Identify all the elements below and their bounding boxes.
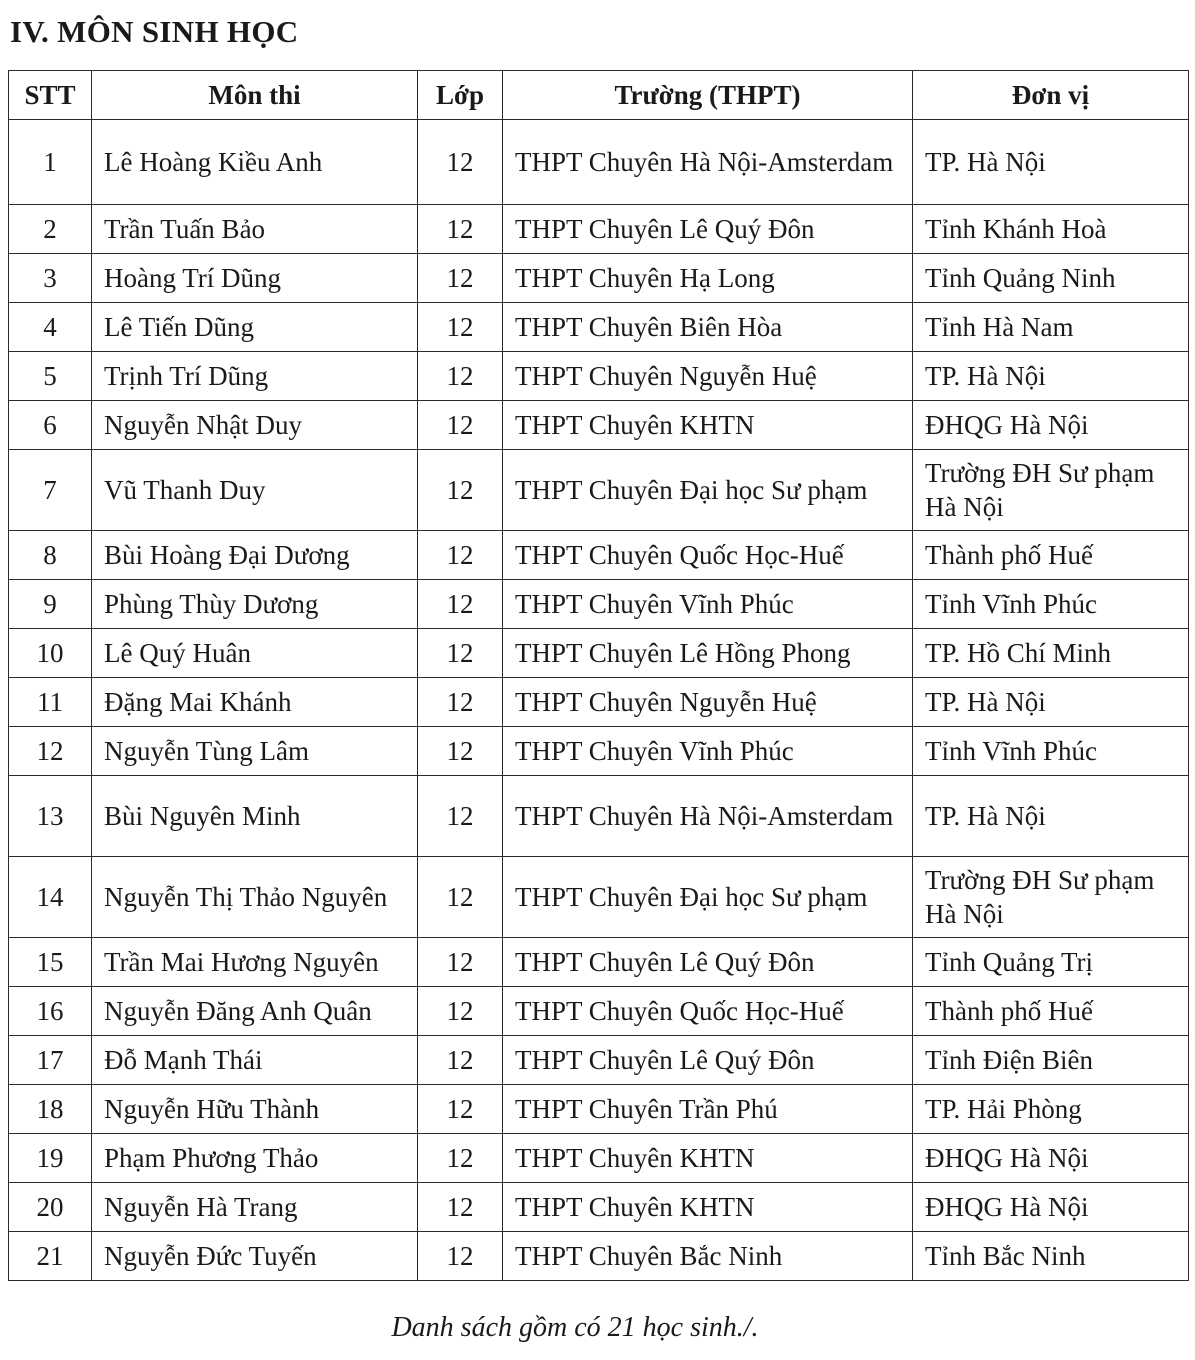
table-row [9,857,1189,938]
cell-school: THPT Chuyên Lê Quý Đôn [503,205,913,254]
table-row [9,303,1189,352]
cell-unit: TP. Hà Nội [913,120,1189,205]
cell-unit: Tỉnh Vĩnh Phúc [913,727,1189,776]
cell-unit: Tỉnh Quảng Ninh [913,254,1189,303]
cell-school: THPT Chuyên Trần Phú [503,1085,913,1134]
cell-school: THPT Chuyên Đại học Sư phạm [503,857,913,938]
cell-stt: 19 [9,1134,92,1183]
cell-stt: 12 [9,727,92,776]
cell-unit: Thành phố Huế [913,987,1189,1036]
header-subject: Môn thi [92,71,418,120]
cell-class: 12 [418,1134,503,1183]
cell-stt: 9 [9,580,92,629]
cell-name: Nguyễn Đức Tuyến [92,1232,418,1281]
cell-name: Bùi Nguyên Minh [92,776,418,857]
table-row [9,938,1189,987]
cell-name: Trần Mai Hương Nguyên [92,938,418,987]
cell-name: Phùng Thùy Dương [92,580,418,629]
cell-stt: 21 [9,1232,92,1281]
cell-name: Lê Hoàng Kiều Anh [92,120,418,205]
cell-class: 12 [418,254,503,303]
cell-class: 12 [418,1183,503,1232]
table-header-row [9,71,1189,120]
student-roster-table [8,70,1189,1281]
table-row [9,580,1189,629]
cell-name: Nguyễn Đăng Anh Quân [92,987,418,1036]
cell-class: 12 [418,678,503,727]
cell-class: 12 [418,580,503,629]
cell-stt: 16 [9,987,92,1036]
cell-stt: 6 [9,401,92,450]
cell-name: Vũ Thanh Duy [92,450,418,531]
cell-school: THPT Chuyên Vĩnh Phúc [503,727,913,776]
cell-class: 12 [418,1232,503,1281]
cell-stt: 20 [9,1183,92,1232]
header-stt: STT [9,71,92,120]
table-row [9,1232,1189,1281]
cell-school: THPT Chuyên Vĩnh Phúc [503,580,913,629]
cell-unit: Tỉnh Hà Nam [913,303,1189,352]
table-row [9,1036,1189,1085]
cell-stt: 7 [9,450,92,531]
table-body [9,120,1189,1281]
cell-unit: TP. Hồ Chí Minh [913,629,1189,678]
table-row [9,120,1189,205]
table-row [9,531,1189,580]
cell-unit: Tỉnh Bắc Ninh [913,1232,1189,1281]
cell-unit: ĐHQG Hà Nội [913,1183,1189,1232]
cell-unit: TP. Hà Nội [913,776,1189,857]
cell-school: THPT Chuyên Nguyễn Huệ [503,352,913,401]
cell-name: Hoàng Trí Dũng [92,254,418,303]
cell-name: Nguyễn Hà Trang [92,1183,418,1232]
cell-class: 12 [418,727,503,776]
cell-name: Phạm Phương Thảo [92,1134,418,1183]
table-row [9,629,1189,678]
cell-school: THPT Chuyên Hà Nội-Amsterdam [503,776,913,857]
cell-unit: TP. Hải Phòng [913,1085,1189,1134]
cell-stt: 11 [9,678,92,727]
cell-class: 12 [418,1036,503,1085]
cell-stt: 10 [9,629,92,678]
cell-name: Nguyễn Tùng Lâm [92,727,418,776]
cell-name: Nguyễn Nhật Duy [92,401,418,450]
table-row [9,352,1189,401]
cell-class: 12 [418,120,503,205]
cell-unit: Tỉnh Vĩnh Phúc [913,580,1189,629]
cell-stt: 1 [9,120,92,205]
cell-class: 12 [418,303,503,352]
header-class: Lớp [418,71,503,120]
cell-name: Lê Tiến Dũng [92,303,418,352]
cell-name: Trần Tuấn Bảo [92,205,418,254]
table-row [9,205,1189,254]
cell-name: Đặng Mai Khánh [92,678,418,727]
table-row [9,776,1189,857]
cell-unit: ĐHQG Hà Nội [913,401,1189,450]
cell-school: THPT Chuyên Quốc Học-Huế [503,531,913,580]
cell-stt: 18 [9,1085,92,1134]
cell-class: 12 [418,857,503,938]
cell-class: 12 [418,450,503,531]
cell-unit: TP. Hà Nội [913,678,1189,727]
cell-stt: 3 [9,254,92,303]
table-row [9,678,1189,727]
cell-name: Trịnh Trí Dũng [92,352,418,401]
cell-name: Đỗ Mạnh Thái [92,1036,418,1085]
header-school: Trường (THPT) [503,71,913,120]
cell-school: THPT Chuyên Bắc Ninh [503,1232,913,1281]
cell-unit: Thành phố Huế [913,531,1189,580]
cell-unit: Tỉnh Quảng Trị [913,938,1189,987]
cell-class: 12 [418,352,503,401]
table-row [9,1183,1189,1232]
cell-name: Bùi Hoàng Đại Dương [92,531,418,580]
cell-unit: Tỉnh Khánh Hoà [913,205,1189,254]
cell-school: THPT Chuyên Lê Hồng Phong [503,629,913,678]
table-row [9,1134,1189,1183]
cell-class: 12 [418,531,503,580]
cell-class: 12 [418,1085,503,1134]
cell-unit: Trường ĐH Sư phạm Hà Nội [913,857,1189,938]
cell-school: THPT Chuyên Biên Hòa [503,303,913,352]
cell-unit: ĐHQG Hà Nội [913,1134,1189,1183]
cell-stt: 5 [9,352,92,401]
cell-stt: 15 [9,938,92,987]
cell-school: THPT Chuyên Quốc Học-Huế [503,987,913,1036]
cell-school: THPT Chuyên Đại học Sư phạm [503,450,913,531]
cell-stt: 17 [9,1036,92,1085]
footer-note: Danh sách gồm có 21 học sinh./. [391,1312,759,1343]
table-row [9,727,1189,776]
cell-stt: 14 [9,857,92,938]
table-row [9,254,1189,303]
cell-class: 12 [418,401,503,450]
cell-name: Lê Quý Huân [92,629,418,678]
cell-school: THPT Chuyên Lê Quý Đôn [503,938,913,987]
cell-school: THPT Chuyên Lê Quý Đôn [503,1036,913,1085]
cell-school: THPT Chuyên Nguyễn Huệ [503,678,913,727]
cell-name: Nguyễn Thị Thảo Nguyên [92,857,418,938]
cell-stt: 4 [9,303,92,352]
table-row [9,987,1189,1036]
cell-class: 12 [418,776,503,857]
section-title: IV. MÔN SINH HỌC [10,14,299,49]
cell-name: Nguyễn Hữu Thành [92,1085,418,1134]
cell-school: THPT Chuyên KHTN [503,1183,913,1232]
cell-unit: Trường ĐH Sư phạm Hà Nội [913,450,1189,531]
header-unit: Đơn vị [913,71,1189,120]
cell-school: THPT Chuyên KHTN [503,1134,913,1183]
cell-school: THPT Chuyên Hạ Long [503,254,913,303]
table-row [9,450,1189,531]
cell-class: 12 [418,629,503,678]
cell-class: 12 [418,205,503,254]
table-row [9,401,1189,450]
cell-stt: 13 [9,776,92,857]
cell-stt: 2 [9,205,92,254]
cell-unit: Tỉnh Điện Biên [913,1036,1189,1085]
cell-unit: TP. Hà Nội [913,352,1189,401]
cell-class: 12 [418,987,503,1036]
cell-school: THPT Chuyên Hà Nội-Amsterdam [503,120,913,205]
cell-class: 12 [418,938,503,987]
table-row [9,1085,1189,1134]
cell-school: THPT Chuyên KHTN [503,401,913,450]
cell-stt: 8 [9,531,92,580]
